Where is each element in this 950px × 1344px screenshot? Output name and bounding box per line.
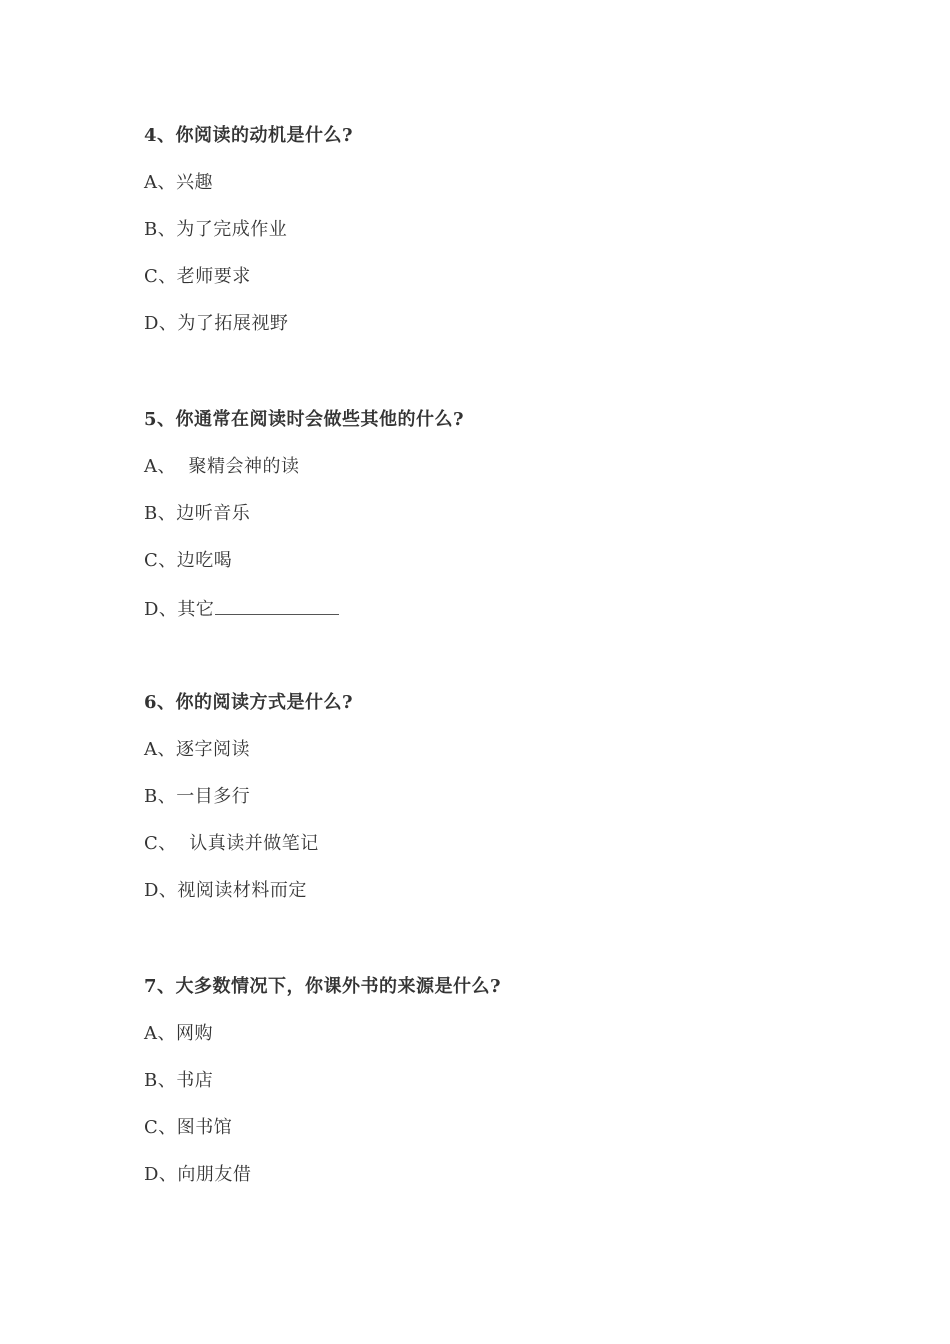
- option-a: A、 聚精会神的读: [144, 456, 300, 477]
- option-a: A、网购: [144, 1023, 213, 1044]
- option-c: C、 认真读并做笔记: [144, 833, 319, 854]
- question-title: 6、你的阅读方式是什么?: [144, 692, 354, 713]
- option-d: D、视阅读材料而定: [144, 880, 307, 901]
- option-b: B、书店: [144, 1070, 214, 1091]
- question-title: 4、你阅读的动机是什么?: [144, 125, 354, 146]
- option-c: C、边吃喝: [144, 550, 233, 571]
- option-d-row: [144, 596, 844, 620]
- question-title: 7、大多数情况下，你课外书的来源是什么?: [144, 976, 502, 997]
- question-4: [144, 124, 844, 336]
- question-5: [144, 408, 844, 620]
- option-b: B、为了完成作业: [144, 219, 288, 240]
- option-d: D、其它: [144, 599, 215, 620]
- option-a: A、逐字阅读: [144, 739, 250, 760]
- question-title: 5、你通常在阅读时会做些其他的什么?: [144, 409, 465, 430]
- option-d: D、向朋友借: [144, 1164, 252, 1185]
- option-a: A、兴趣: [144, 172, 213, 193]
- question-6: [144, 691, 844, 903]
- fill-in-blank-line: [215, 596, 339, 615]
- option-b: B、一目多行: [144, 786, 251, 807]
- option-b: B、边听音乐: [144, 503, 251, 524]
- option-c: C、老师要求: [144, 266, 251, 287]
- option-c: C、图书馆: [144, 1117, 233, 1138]
- question-7: [144, 975, 844, 1187]
- option-d: D、为了拓展视野: [144, 313, 289, 334]
